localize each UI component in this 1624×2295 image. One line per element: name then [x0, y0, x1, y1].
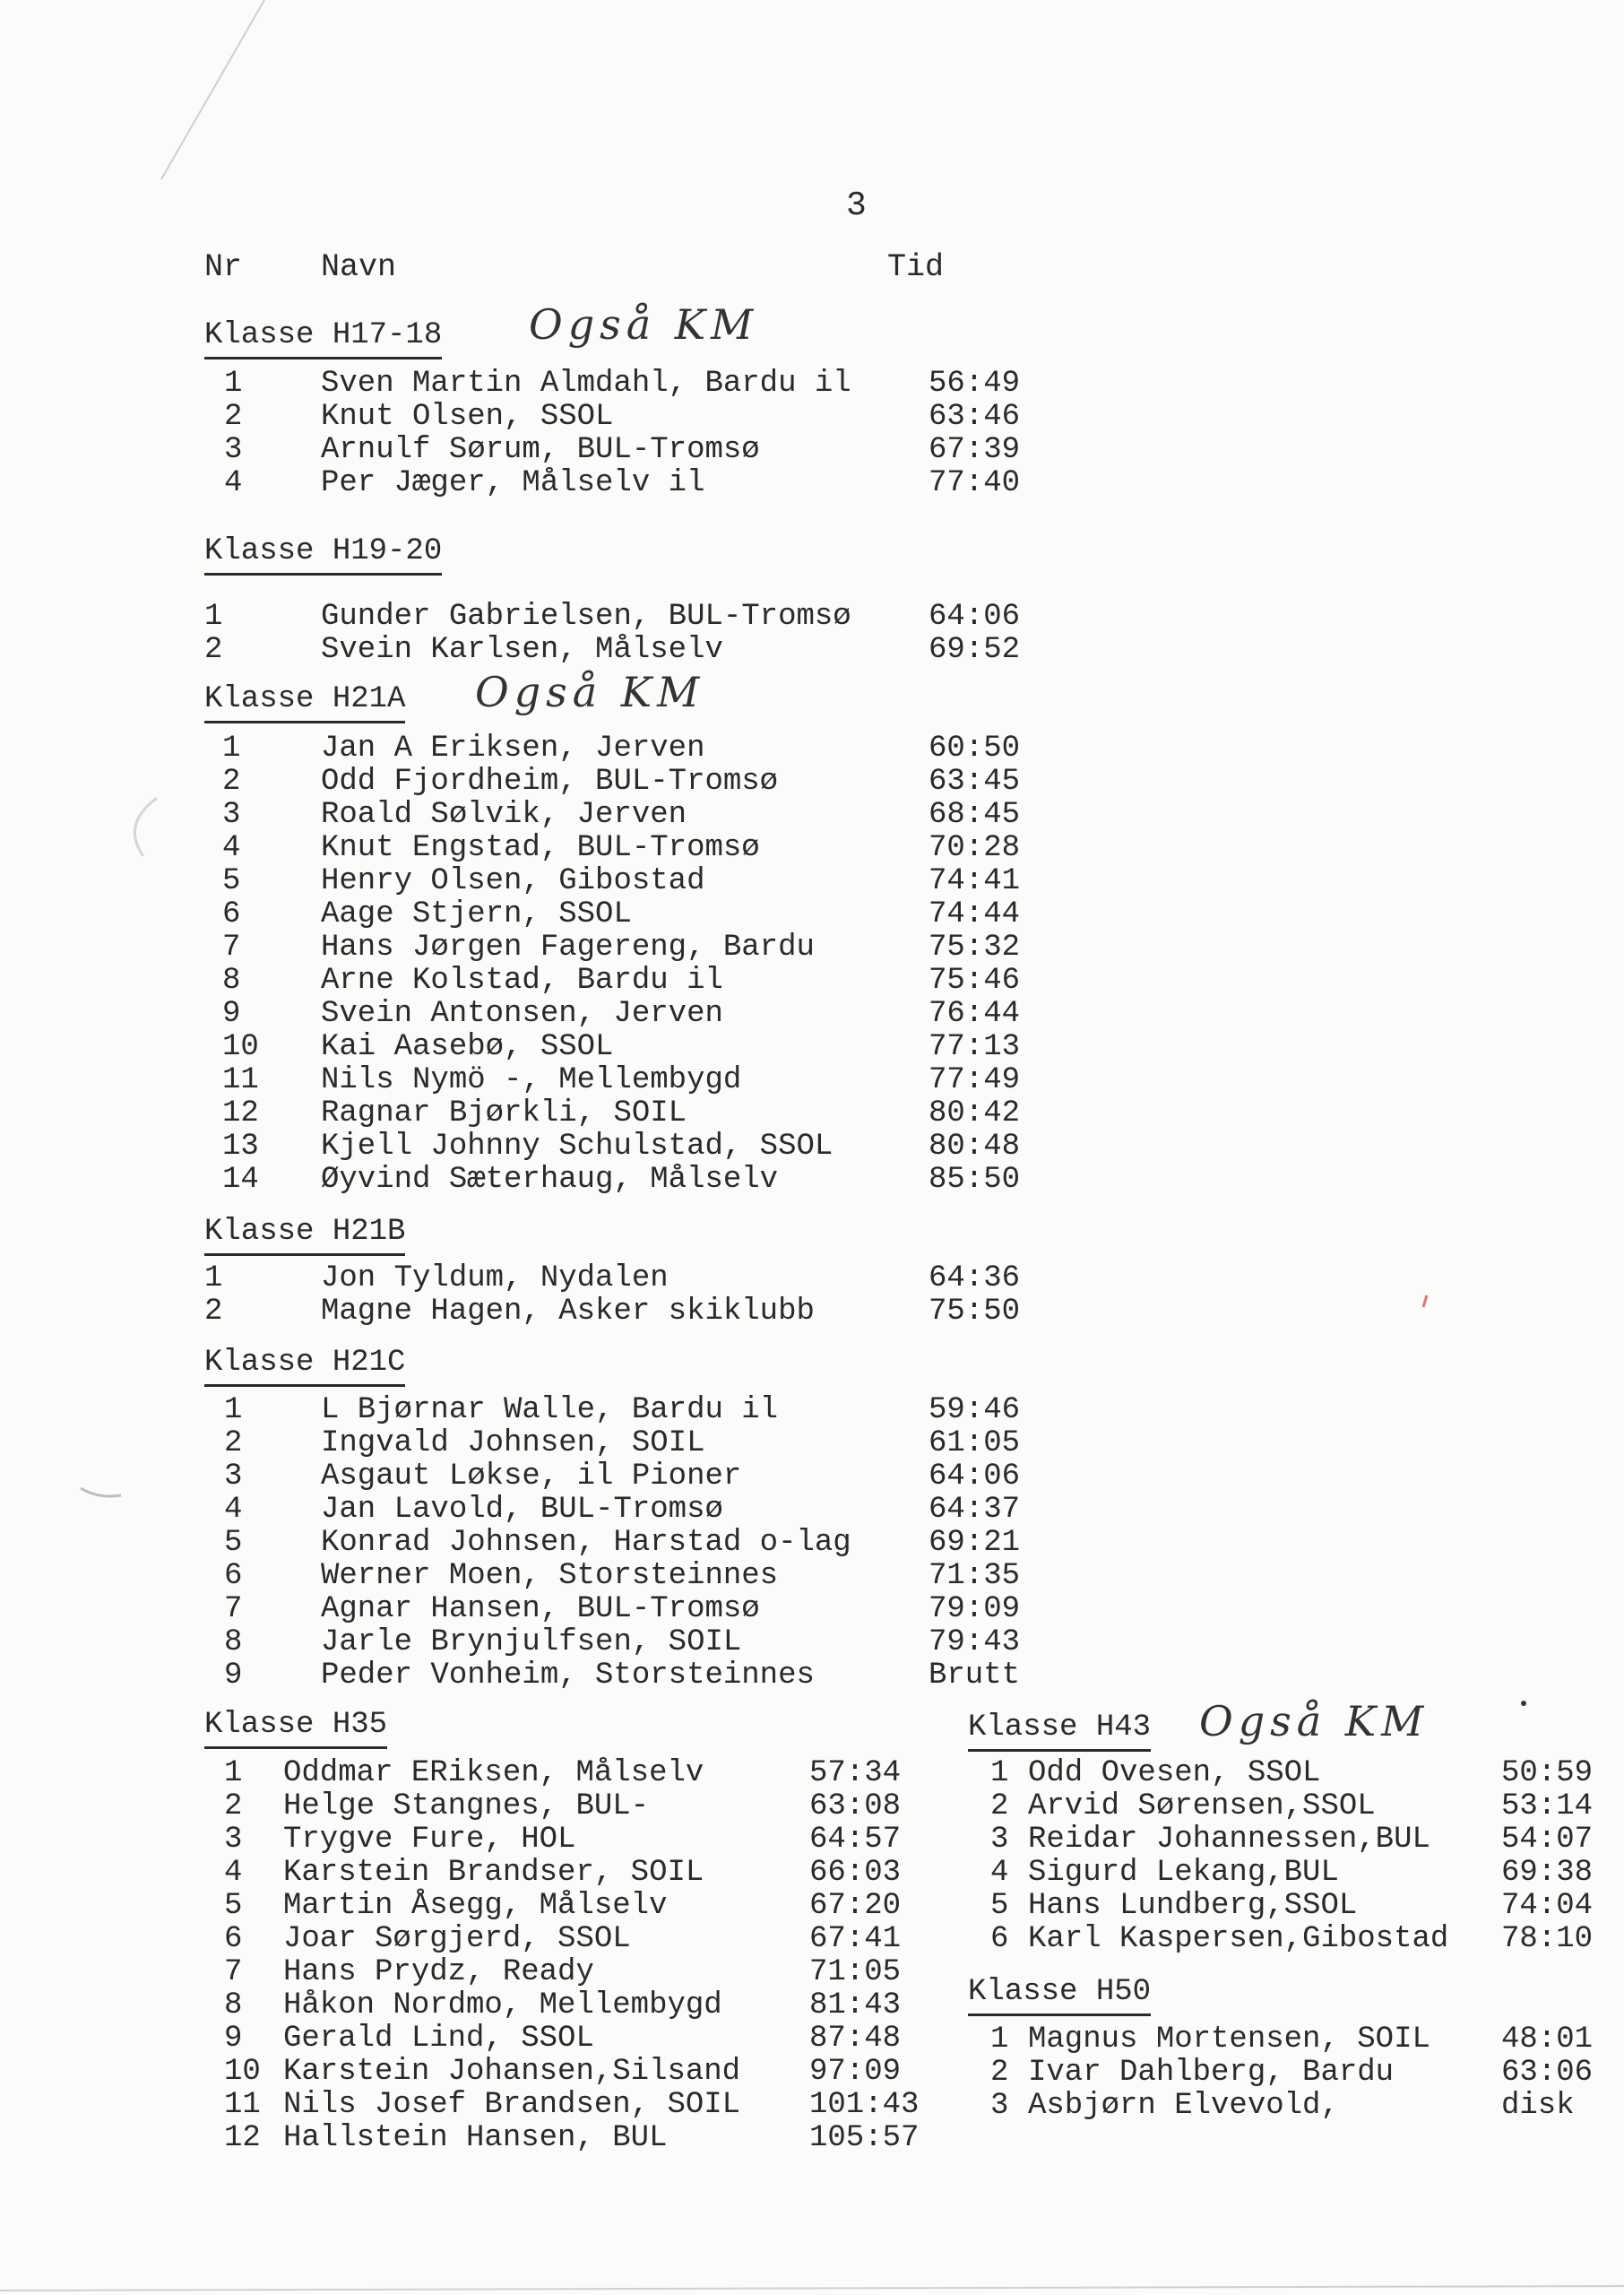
result-row: [204, 1460, 1047, 1494]
result-name: Ingvald Johnsen, SOIL: [321, 1426, 705, 1460]
result-row: [204, 1097, 1047, 1130]
result-name: Ragnar Bjørkli, SOIL: [321, 1096, 687, 1130]
result-row: [968, 1790, 1613, 1823]
result-name: Jon Tyldum, Nydalen: [321, 1261, 669, 1295]
result-row: [204, 1989, 948, 2022]
result-name: Konrad Johnsen, Harstad o-lag: [321, 1526, 851, 1560]
result-time: 60:50: [929, 732, 1021, 766]
result-name: Odd Ovesen, SSOL: [1028, 1756, 1321, 1790]
result-time: disk: [1501, 2089, 1575, 2123]
klasse-h19-20-list: [204, 601, 1047, 667]
result-row: [968, 1823, 1613, 1857]
result-row: [204, 1790, 948, 1823]
result-time: 54:07: [1501, 1823, 1594, 1857]
result-time: 69:52: [929, 633, 1021, 667]
result-nr: 5: [990, 1889, 1009, 1923]
result-name: Trygve Fure, HOL: [283, 1823, 576, 1857]
result-name: Hans Lundberg,SSOL: [1028, 1889, 1358, 1923]
result-nr: 1: [204, 1261, 223, 1295]
result-nr: 1: [990, 2022, 1009, 2057]
result-name: Hans Jørgen Fagereng, Bardu: [321, 931, 815, 965]
result-nr: 6: [224, 1559, 243, 1593]
result-time: 50:59: [1501, 1756, 1594, 1790]
result-name: Asgaut Løkse, il Pioner: [321, 1459, 742, 1494]
result-time: 79:09: [929, 1592, 1021, 1626]
result-nr: 5: [222, 864, 241, 898]
result-nr: 2: [204, 1295, 223, 1329]
handwritten-note-h21a: Også KM: [475, 668, 705, 716]
result-nr: 3: [990, 1823, 1009, 1857]
result-name: Gerald Lind, SSOL: [283, 2022, 594, 2056]
dot-mark: [1521, 1701, 1526, 1706]
result-nr: 5: [224, 1889, 243, 1923]
klasse-h43-title: Klasse H43: [968, 1708, 1151, 1752]
scan-edge-line: [161, 0, 264, 179]
result-time: 74:04: [1501, 1889, 1594, 1923]
punch-hole-mark: [134, 798, 157, 856]
result-row: [204, 1527, 1047, 1560]
handwritten-note-h43: Også KM: [1199, 1697, 1430, 1745]
result-name: Ivar Dahlberg, Bardu: [1028, 2056, 1395, 2090]
result-row: [204, 1494, 1047, 1527]
result-time: 85:50: [929, 1163, 1021, 1197]
result-nr: 4: [990, 1856, 1009, 1890]
result-name: Joar Sørgjerd, SSOL: [283, 1922, 631, 1956]
result-row: [204, 1659, 1047, 1693]
result-row: [204, 434, 1047, 467]
result-name: Karl Kaspersen,Gibostad: [1028, 1922, 1449, 1956]
result-nr: 2: [224, 1426, 243, 1460]
result-nr: 4: [224, 1856, 243, 1890]
result-row: [204, 1890, 948, 1923]
result-time: 71:35: [929, 1559, 1021, 1593]
result-time: 56:49: [929, 367, 1021, 401]
result-name: Arne Kolstad, Bardu il: [321, 964, 723, 998]
handwritten-note-h17: Også KM: [529, 300, 759, 349]
klasse-h21b-list: [204, 1262, 1047, 1329]
result-nr: 12: [224, 2121, 261, 2155]
result-time: 61:05: [929, 1426, 1021, 1460]
result-row: [204, 931, 1047, 965]
result-time: 69:21: [929, 1526, 1021, 1560]
result-time: 63:06: [1501, 2056, 1594, 2090]
result-row: [204, 1757, 948, 1790]
result-nr: 1: [204, 600, 223, 634]
result-row: [968, 1857, 1613, 1890]
result-nr: 3: [224, 1459, 243, 1494]
result-nr: 8: [224, 1988, 243, 2022]
klasse-h21a-title: Klasse H21A: [204, 680, 405, 723]
result-row: [204, 732, 1047, 766]
result-name: Martin Åsegg, Målselv: [283, 1889, 668, 1923]
result-nr: 2: [990, 2056, 1009, 2090]
result-row: [204, 1164, 1047, 1197]
result-time: 64:06: [929, 600, 1021, 634]
result-nr: 7: [222, 931, 241, 965]
result-row: [204, 1262, 1047, 1295]
result-row: [968, 1757, 1613, 1790]
red-mark: [1423, 1295, 1427, 1307]
result-time: Brutt: [929, 1658, 1021, 1693]
result-row: [204, 832, 1047, 865]
result-time: 70:28: [929, 831, 1021, 865]
result-time: 69:38: [1501, 1856, 1594, 1890]
result-name: Håkon Nordmo, Mellembygd: [283, 1988, 722, 2022]
result-nr: 11: [222, 1063, 259, 1097]
result-time: 77:40: [929, 466, 1021, 500]
result-name: Roald Sølvik, Jerven: [321, 798, 687, 832]
result-nr: 2: [222, 765, 241, 799]
result-row: [204, 368, 1047, 401]
klasse-h21a-list: [204, 732, 1047, 1197]
header-navn: Navn: [321, 249, 397, 285]
result-nr: 5: [224, 1526, 243, 1560]
result-row: [204, 2122, 948, 2155]
result-row: [204, 1295, 1047, 1329]
result-nr: 1: [990, 1756, 1009, 1790]
result-row: [968, 2057, 1613, 2090]
klasse-h35-list: [204, 1757, 948, 2155]
result-time: 74:41: [929, 864, 1021, 898]
result-nr: 10: [222, 1030, 259, 1064]
result-time: 75:46: [929, 964, 1021, 998]
result-nr: 7: [224, 1592, 243, 1626]
result-time: 64:06: [929, 1459, 1021, 1494]
result-name: Nils Nymö -, Mellembygd: [321, 1063, 742, 1097]
result-row: [204, 965, 1047, 998]
result-nr: 10: [224, 2055, 261, 2089]
result-name: Hallstein Hansen, BUL: [283, 2121, 668, 2155]
result-nr: 3: [224, 433, 243, 467]
result-name: Agnar Hansen, BUL-Tromsø: [321, 1592, 760, 1626]
result-time: 53:14: [1501, 1789, 1594, 1823]
klasse-h50-title: Klasse H50: [968, 1972, 1151, 2016]
result-nr: 3: [222, 798, 241, 832]
result-row: [204, 1064, 1047, 1097]
result-nr: 12: [222, 1096, 259, 1130]
result-row: [204, 467, 1047, 500]
result-nr: 13: [222, 1130, 259, 1164]
result-name: Arvid Sørensen,SSOL: [1028, 1789, 1376, 1823]
result-time: 68:45: [929, 798, 1021, 832]
scan-mark: [81, 1488, 121, 1496]
result-name: Jarle Brynjulfsen, SOIL: [321, 1625, 742, 1659]
result-row: [204, 2056, 948, 2089]
result-nr: 4: [222, 831, 241, 865]
klasse-h21b-title: Klasse H21B: [204, 1212, 405, 1256]
result-time: 80:48: [929, 1130, 1021, 1164]
result-time: 64:36: [929, 1261, 1021, 1295]
result-time: 57:34: [809, 1756, 902, 1790]
page-number: 3: [846, 186, 867, 225]
result-name: Øyvind Sæterhaug, Målselv: [321, 1163, 779, 1197]
result-row: [204, 1427, 1047, 1460]
result-name: Aage Stjern, SSOL: [321, 897, 632, 931]
result-time: 101:43: [809, 2088, 920, 2122]
header-tid: Tid: [887, 249, 945, 285]
klasse-h17-18-title: Klasse H17-18: [204, 316, 442, 359]
result-row: [204, 401, 1047, 434]
result-name: Odd Fjordheim, BUL-Tromsø: [321, 765, 779, 799]
result-time: 64:37: [929, 1493, 1021, 1527]
result-time: 63:45: [929, 765, 1021, 799]
result-name: Reidar Johannessen,BUL: [1028, 1823, 1430, 1857]
result-nr: 14: [222, 1163, 259, 1197]
result-nr: 1: [222, 732, 241, 766]
result-nr: 3: [990, 2089, 1009, 2123]
result-row: [204, 1031, 1047, 1064]
result-name: Knut Olsen, SSOL: [321, 400, 614, 434]
result-name: Sigurd Lekang,BUL: [1028, 1856, 1339, 1890]
result-name: L Bjørnar Walle, Bardu il: [321, 1393, 779, 1427]
result-nr: 8: [222, 964, 241, 998]
result-time: 71:05: [809, 1955, 902, 1989]
result-nr: 2: [204, 633, 223, 667]
result-nr: 8: [224, 1625, 243, 1659]
header-nr: Nr: [204, 249, 243, 285]
result-nr: 6: [224, 1922, 243, 1956]
result-time: 76:44: [929, 997, 1021, 1031]
result-name: Helge Stangnes, BUL-: [283, 1789, 650, 1823]
result-row: [204, 865, 1047, 898]
result-nr: 2: [224, 400, 243, 434]
result-time: 97:09: [809, 2055, 902, 2089]
result-name: Gunder Gabrielsen, BUL-Tromsø: [321, 600, 851, 634]
result-row: [204, 1626, 1047, 1659]
result-name: Jan A Eriksen, Jerven: [321, 732, 705, 766]
result-name: Arnulf Sørum, BUL-Tromsø: [321, 433, 760, 467]
result-name: Hans Prydz, Ready: [283, 1955, 594, 1989]
result-name: Asbjørn Elvevold,: [1028, 2089, 1339, 2123]
result-name: Kjell Johnny Schulstad, SSOL: [321, 1130, 834, 1164]
result-nr: 3: [224, 1823, 243, 1857]
result-nr: 1: [224, 1393, 243, 1427]
result-time: 74:44: [929, 897, 1021, 931]
result-time: 64:57: [809, 1823, 902, 1857]
result-nr: 6: [222, 897, 241, 931]
result-name: Svein Antonsen, Jerven: [321, 997, 723, 1031]
result-time: 80:42: [929, 1096, 1021, 1130]
result-row: [204, 1394, 1047, 1427]
result-time: 75:32: [929, 931, 1021, 965]
result-row: [204, 898, 1047, 931]
result-name: Peder Vonheim, Storsteinnes: [321, 1658, 815, 1693]
result-row: [204, 1857, 948, 1890]
result-name: Sven Martin Almdahl, Bardu il: [321, 367, 851, 401]
result-nr: 2: [224, 1789, 243, 1823]
result-name: Henry Olsen, Gibostad: [321, 864, 705, 898]
result-row: [204, 1823, 948, 1857]
result-nr: 4: [224, 1493, 243, 1527]
result-time: 48:01: [1501, 2022, 1594, 2057]
result-time: 77:13: [929, 1030, 1021, 1064]
klasse-h21c-title: Klasse H21C: [204, 1343, 405, 1387]
result-name: Jan Lavold, BUL-Tromsø: [321, 1493, 723, 1527]
result-time: 67:20: [809, 1889, 902, 1923]
result-name: Knut Engstad, BUL-Tromsø: [321, 831, 760, 865]
result-name: Karstein Brandser, SOIL: [283, 1856, 704, 1890]
result-time: 59:46: [929, 1393, 1021, 1427]
result-nr: 4: [224, 466, 243, 500]
result-row: [204, 1593, 1047, 1626]
result-nr: 9: [222, 997, 241, 1031]
result-name: Oddmar ERiksen, Målselv: [283, 1756, 704, 1790]
result-row: [204, 1956, 948, 1989]
result-nr: 6: [990, 1922, 1009, 1956]
result-time: 81:43: [809, 1988, 902, 2022]
result-nr: 2: [990, 1789, 1009, 1823]
klasse-h19-20-title: Klasse H19-20: [204, 532, 442, 576]
result-name: Svein Karlsen, Målselv: [321, 633, 723, 667]
result-name: Magne Hagen, Asker skiklubb: [321, 1295, 815, 1329]
result-time: 78:10: [1501, 1922, 1594, 1956]
result-time: 77:49: [929, 1063, 1021, 1097]
result-name: Per Jæger, Målselv il: [321, 466, 705, 500]
result-nr: 7: [224, 1955, 243, 1989]
result-time: 67:39: [929, 433, 1021, 467]
result-time: 75:50: [929, 1295, 1021, 1329]
bottom-edge-line: [0, 2286, 1624, 2291]
result-row: [204, 766, 1047, 799]
result-name: Kai Aasebø, SSOL: [321, 1030, 614, 1064]
klasse-h35-title: Klasse H35: [204, 1705, 387, 1749]
klasse-h50-list: [968, 2023, 1613, 2123]
result-row: [204, 1560, 1047, 1593]
result-row: [204, 1130, 1047, 1164]
result-row: [968, 2090, 1613, 2123]
result-nr: 1: [224, 1756, 243, 1790]
result-row: [204, 2022, 948, 2056]
klasse-h43-list: [968, 1757, 1613, 1956]
result-name: Magnus Mortensen, SOIL: [1028, 2022, 1430, 2057]
result-nr: 9: [224, 2022, 243, 2056]
result-time: 67:41: [809, 1922, 902, 1956]
result-row: [968, 1890, 1613, 1923]
result-row: [204, 799, 1047, 832]
klasse-h17-18-list: [204, 368, 1047, 500]
result-row: [204, 1923, 948, 1956]
result-row: [968, 1923, 1613, 1956]
result-time: 63:46: [929, 400, 1021, 434]
result-nr: 9: [224, 1658, 243, 1693]
result-time: 87:48: [809, 2022, 902, 2056]
result-row: [204, 2089, 948, 2122]
result-name: Werner Moen, Storsteinnes: [321, 1559, 779, 1593]
klasse-h21c-list: [204, 1394, 1047, 1693]
result-row: [968, 2023, 1613, 2057]
result-row: [204, 634, 1047, 667]
result-time: 79:43: [929, 1625, 1021, 1659]
result-time: 63:08: [809, 1789, 902, 1823]
result-name: Nils Josef Brandsen, SOIL: [283, 2088, 741, 2122]
result-time: 105:57: [809, 2121, 920, 2155]
result-nr: 1: [224, 367, 243, 401]
result-time: 66:03: [809, 1856, 902, 1890]
result-nr: 11: [224, 2088, 261, 2122]
result-name: Karstein Johansen,Silsand: [283, 2055, 741, 2089]
result-row: [204, 998, 1047, 1031]
result-row: [204, 601, 1047, 634]
